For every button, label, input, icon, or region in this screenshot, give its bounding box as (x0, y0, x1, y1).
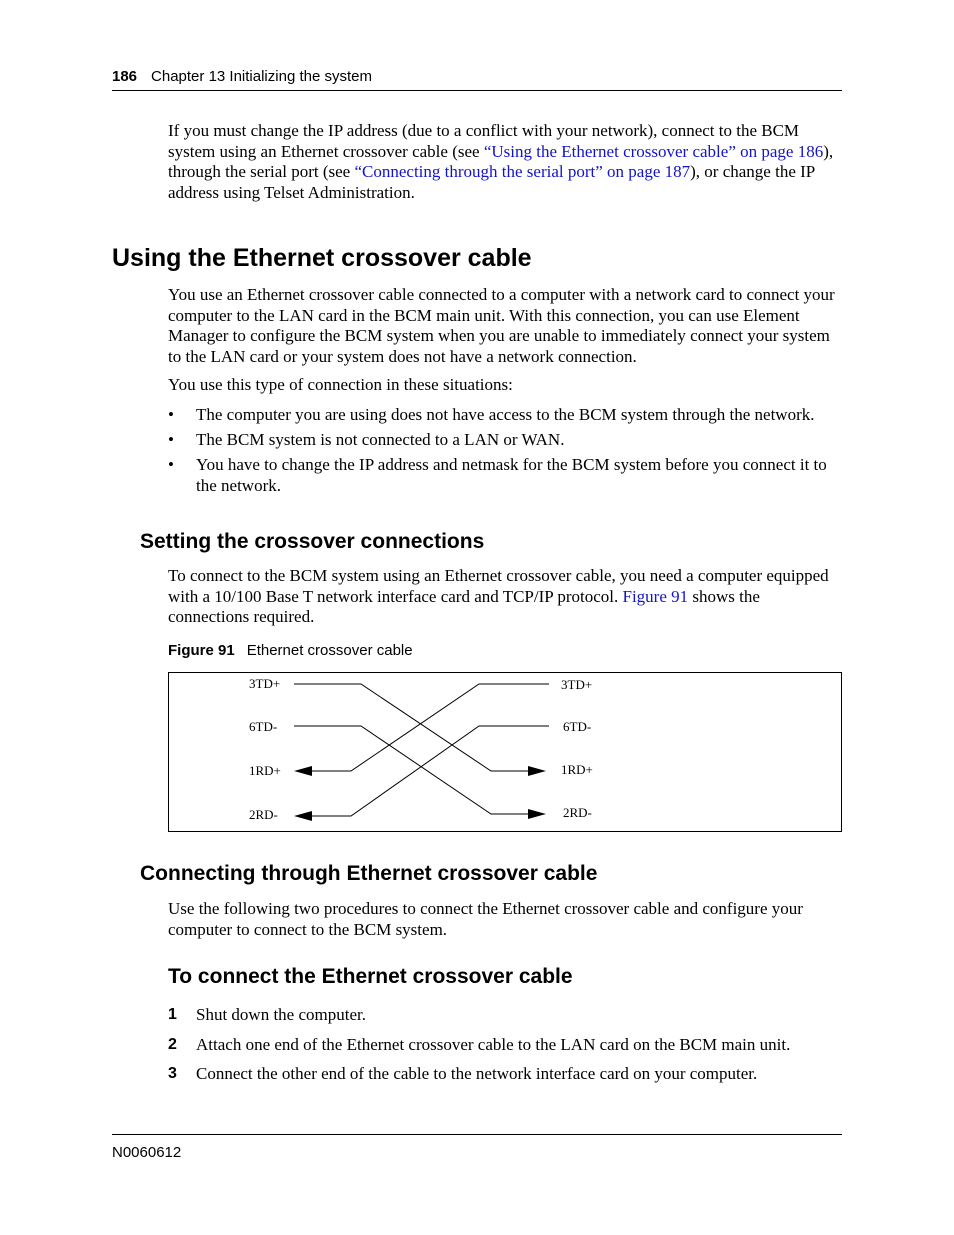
list-item (168, 455, 843, 496)
running-header (112, 68, 842, 85)
header-rule (112, 90, 842, 91)
arrow-left-2rd-icon (294, 811, 312, 821)
step-text: Attach one end of the Ethernet crossover cable to the LAN card on the BCM main unit. (196, 1034, 791, 1054)
chapter-title: Chapter 13 Initializing the system (151, 68, 372, 85)
step-text: Connect the other end of the cable to the network interface card on your computer. (196, 1064, 758, 1083)
intro-text-2: ), through the serial port (see (168, 141, 834, 181)
step-number: 3 (168, 1065, 177, 1082)
intro-text-3: ), or change the IP address using Telset Administration. (168, 162, 815, 202)
list-item-text: You have to change the IP address and netmask for the BCM system before you connect it to the network. (196, 455, 827, 495)
using-paragraph-1: You use an Ethernet crossover cable connected to a computer with a network card to connect your computer to the LAN card in the BCM main unit. With this connection, you can use Element Manager to configure the BCM system when you are unable to immediately connect your system to the LAN card or your system does not have a network connection. (168, 285, 835, 366)
figure-label: Figure 91 (168, 642, 235, 659)
right-pin-label-6td: 6TD- (563, 719, 592, 734)
right-pin-label-3td: 3TD+ (561, 677, 593, 692)
procedure-step (168, 1064, 843, 1085)
procedure-step (168, 1035, 843, 1056)
figure-caption-text: Ethernet crossover cable (246, 642, 413, 659)
bullet-icon: • (168, 455, 174, 474)
figure-frame (168, 672, 842, 832)
left-pin-label-3td: 3TD+ (249, 676, 281, 691)
list-item-text: The computer you are using does not have access to the BCM system through the network. (196, 405, 815, 424)
right-pin-label-2rd: 2RD- (563, 805, 592, 820)
wire-6td-to-2rd (294, 726, 531, 814)
step-number: 2 (168, 1035, 177, 1053)
connecting-paragraph: Use the following two procedures to connect the Ethernet crossover cable and configure your computer to connect to the BCM system. (168, 899, 803, 939)
bullet-icon: • (168, 430, 174, 449)
intro-text-1: If you must change the IP address (due to a conflict with your network), connect to the BCM system using an Ethernet crossover cable (see (168, 121, 800, 161)
procedure-heading: To connect the Ethernet crossover cable (168, 965, 573, 988)
list-item-text: The BCM system is not connected to a LAN or WAN. (196, 430, 565, 449)
list-item (168, 405, 843, 426)
using-paragraph-2: You use this type of connection in these situations: (168, 375, 513, 394)
link-figure-91[interactable]: Figure 91 (622, 586, 689, 606)
setting-text-2: shows the connections required. (168, 586, 760, 626)
intro-paragraph (168, 121, 843, 203)
left-pin-label-2rd: 2RD- (249, 807, 278, 822)
list-item (168, 430, 843, 451)
situations-list (168, 405, 843, 501)
crossover-diagram (169, 673, 841, 831)
wire-right-3td-to-left-1rd (307, 684, 549, 771)
page-number: 186 (112, 68, 138, 85)
section-heading-connecting: Connecting through Ethernet crossover cable (140, 862, 598, 885)
step-text: Shut down the computer. (196, 1005, 366, 1024)
figure-caption (168, 642, 413, 659)
step-number: 1 (168, 1006, 177, 1023)
setting-text-1: To connect to the BCM system using an Ethernet crossover cable, you need a computer equipped with a 10/100 Base T network interface card and TCP/IP protocol. (168, 566, 829, 606)
procedure-step (168, 1005, 843, 1026)
section-heading-setting: Setting the crossover connections (140, 530, 485, 553)
link-serial-port[interactable]: “Connecting through the serial port” on page 187 (354, 162, 691, 181)
right-pin-label-1rd: 1RD+ (561, 762, 593, 777)
arrow-right-2rd-icon (528, 809, 546, 819)
link-using-crossover-cable[interactable]: “Using the Ethernet crossover cable” on page 186 (483, 141, 824, 161)
section-heading-using: Using the Ethernet crossover cable (112, 244, 532, 272)
procedure-steps (168, 1005, 843, 1094)
arrow-left-1rd-icon (294, 766, 312, 776)
bullet-icon: • (168, 405, 174, 424)
arrow-right-1rd-icon (528, 766, 546, 776)
wire-3td-to-1rd (294, 684, 531, 771)
left-pin-label-6td: 6TD- (249, 719, 278, 734)
setting-paragraph (168, 566, 843, 628)
document-id: N0060612 (112, 1144, 182, 1161)
footer-rule (112, 1134, 842, 1135)
left-pin-label-1rd: 1RD+ (249, 763, 281, 778)
